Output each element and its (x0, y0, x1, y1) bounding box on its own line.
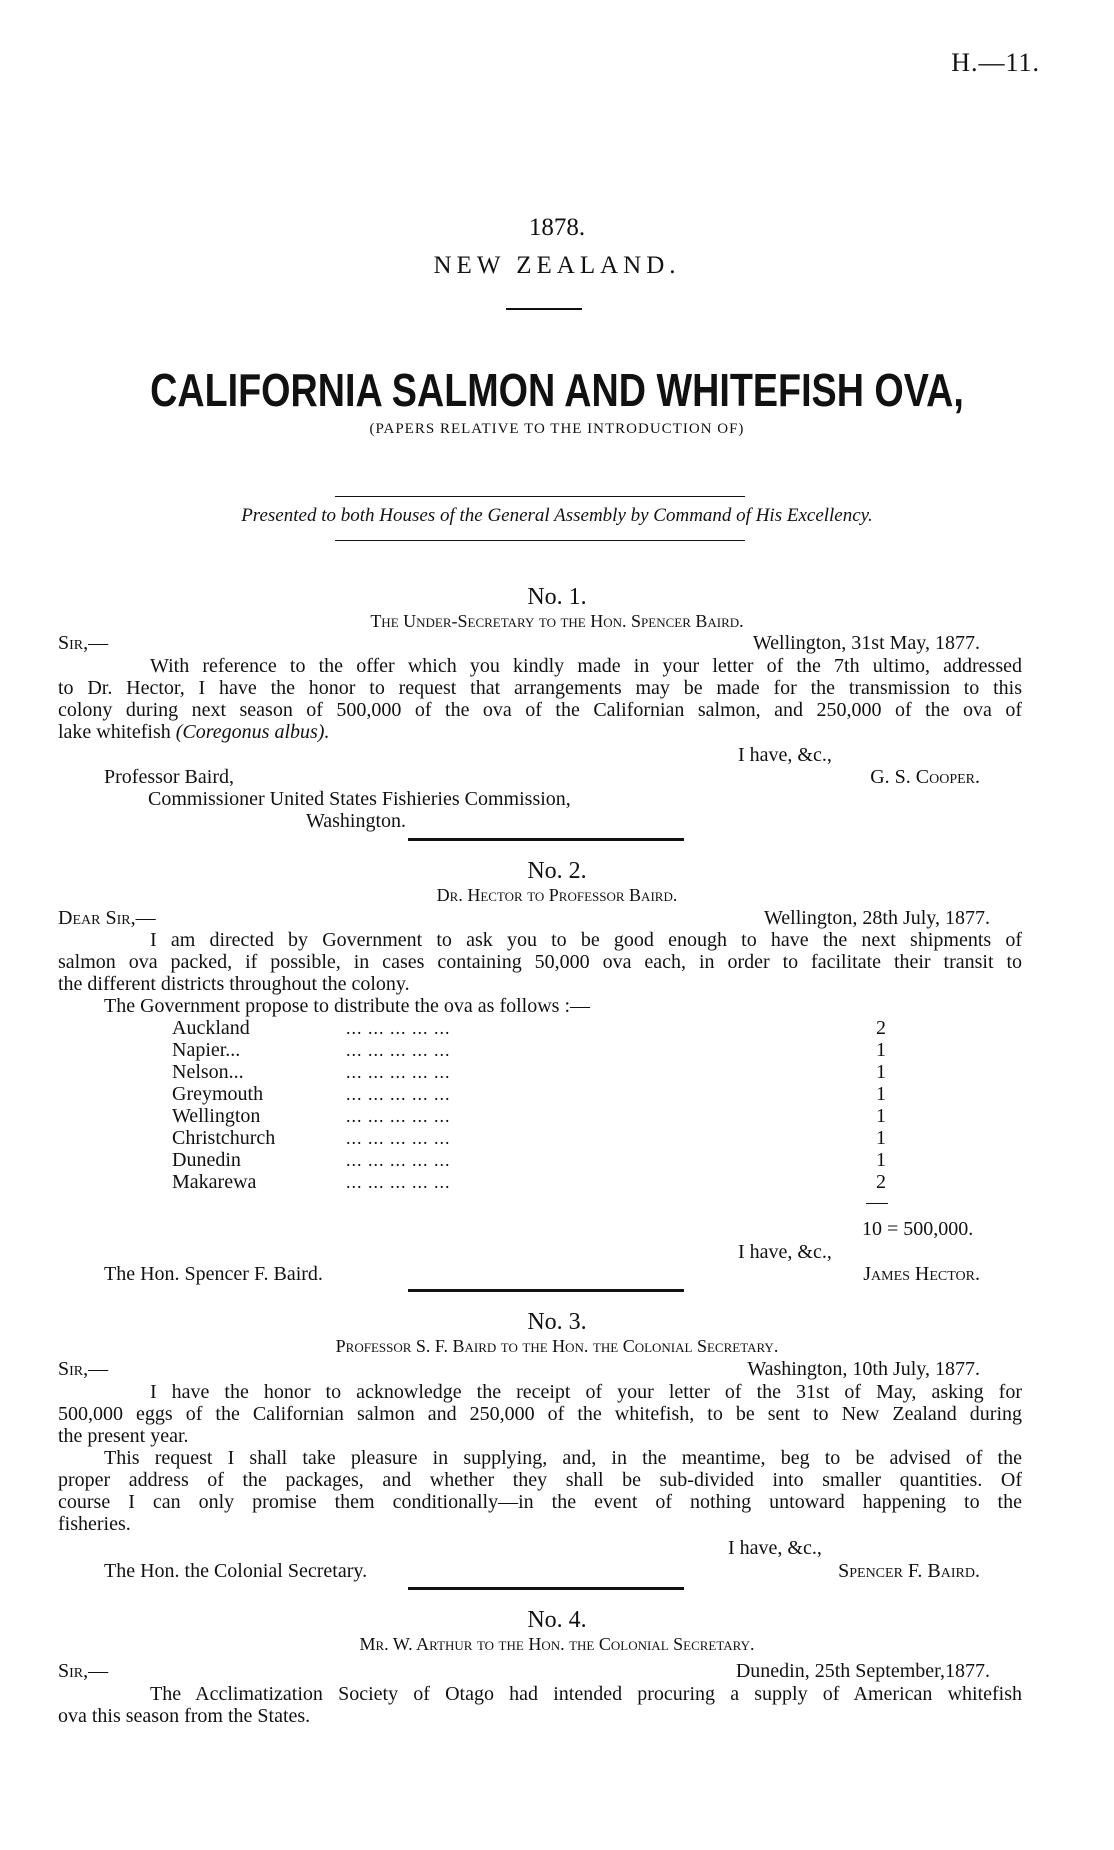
document-subtitle: (PAPERS RELATIVE TO THE INTRODUCTION OF) (369, 421, 745, 437)
distribution-sum-rule (866, 1203, 888, 1204)
letter-3-body-line: course I can only promise them conditionally—in the event of nothing untoward happening to the (58, 1491, 1022, 1513)
letter-4-body-line: The Acclimatization Society of Otago had intended procuring a supply of American whitefish (150, 1683, 1022, 1705)
presented-statement: Presented to both Houses of the General Assembly by Command of His Excellency. (241, 505, 873, 526)
letter-1-body-line: to Dr. Hector, I have the honor to request that arrangements may be made for the transmission to this (58, 677, 1022, 699)
letter-2-closing: I have, &c., (738, 1241, 832, 1263)
letter-3-body-line: This request I shall take pleasure in supplying, and, in the meantime, beg to be advised of the (104, 1447, 1022, 1469)
presented-rule-bottom (335, 540, 745, 541)
distribution-count: 1 (876, 1061, 886, 1083)
letter-4-place-date: Dunedin, 25th September,1877. (735, 1660, 990, 1682)
letter-separator-rule (408, 838, 684, 841)
letter-1-number: No. 1. (527, 584, 587, 610)
country: NEW ZEALAND. (433, 252, 681, 279)
distribution-place: Auckland (172, 1017, 250, 1039)
letter-2-number: No. 2. (527, 858, 587, 884)
letter-1-body-last-text: lake whitefish (58, 721, 176, 743)
distribution-count: 2 (876, 1171, 886, 1193)
distribution-place: Wellington (172, 1105, 261, 1127)
letter-3-salutation: Sir,— (58, 1358, 109, 1380)
letter-2-signature: James Hector. (863, 1263, 980, 1285)
letter-1-signature: G. S. Cooper. (870, 766, 980, 788)
letter-1-heading: The Under-Secretary to the Hon. Spencer Baird. (370, 611, 744, 631)
letter-3-addressee: The Hon. the Colonial Secretary. (104, 1560, 368, 1582)
distribution-leader-dots: ... ... ... ... ... (346, 1106, 451, 1126)
letter-3-body-line: 500,000 eggs of the Californian salmon and 250,000 of the whitefish, to be sent to New Zealand during (58, 1403, 1022, 1425)
distribution-leader-dots: ... ... ... ... ... (346, 1062, 451, 1082)
distribution-place: Greymouth (172, 1083, 264, 1105)
letter-1-species-name: (Coregonus albus). (175, 721, 330, 743)
distribution-leader-dots: ... ... ... ... ... (346, 1128, 451, 1148)
year: 1878. (528, 214, 586, 241)
letter-3-body-last-line: the present year. (58, 1425, 189, 1447)
distribution-count: 1 (876, 1149, 886, 1171)
distribution-place: Nelson... (172, 1061, 244, 1083)
distribution-count: 1 (876, 1039, 886, 1061)
distribution-leader-dots: ... ... ... ... ... (346, 1040, 451, 1060)
letter-1-body-line: colony during next season of 500,000 of the ova of the Californian salmon, and 250,000 of the ova of (58, 699, 1022, 721)
letter-3-body-line: I have the honor to acknowledge the receipt of your letter of the 31st of May, asking for (150, 1381, 1022, 1403)
letter-4-body-last-line: ova this season from the States. (58, 1705, 311, 1727)
letter-2-body-line: salmon ova packed, if possible, in cases containing 50,000 ova each, in order to facilitate their transit to (58, 951, 1022, 973)
letter-3-heading: Professor S. F. Baird to the Hon. the Colonial Secretary. (335, 1336, 779, 1356)
letter-3-number: No. 3. (527, 1309, 587, 1335)
letter-3-body-line: proper address of the packages, and whether they shall be sub-divided into smaller quantities. Of (58, 1469, 1022, 1491)
distribution-count: 2 (876, 1017, 886, 1039)
letter-4-heading: Mr. W. Arthur to the Hon. the Colonial Secretary. (359, 1634, 755, 1654)
letter-2-heading: Dr. Hector to Professor Baird. (436, 885, 678, 905)
letter-1-addressee-line: Professor Baird, (104, 766, 234, 788)
letter-separator-rule (408, 1289, 684, 1292)
letter-1-body-last-line (58, 721, 329, 743)
distribution-place: Christchurch (172, 1127, 276, 1149)
distribution-count: 1 (876, 1083, 886, 1105)
distribution-leader-dots: ... ... ... ... ... (346, 1018, 451, 1038)
letter-2-addressee: The Hon. Spencer F. Baird. (104, 1263, 323, 1285)
distribution-place: Dunedin (172, 1149, 241, 1171)
distribution-leader-dots: ... ... ... ... ... (346, 1150, 451, 1170)
distribution-leader-dots: ... ... ... ... ... (346, 1172, 451, 1192)
document-title: CALIFORNIA SALMON AND WHITEFISH OVA, (150, 364, 964, 416)
letter-3-body2-last-line: fisheries. (58, 1513, 131, 1535)
letter-1-closing: I have, &c., (738, 744, 832, 766)
distribution-total: 10 = 500,000. (862, 1218, 974, 1240)
letter-4-salutation: Sir,— (58, 1660, 109, 1682)
distribution-count: 1 (876, 1105, 886, 1127)
distribution-place: Napier... (172, 1039, 241, 1061)
letter-1-place-date: Wellington, 31st May, 1877. (752, 632, 980, 654)
presented-rule-top (335, 496, 745, 497)
distribution-leader-dots: ... ... ... ... ... (346, 1084, 451, 1104)
letter-3-closing: I have, &c., (728, 1537, 822, 1559)
distribution-place: Makarewa (172, 1171, 257, 1193)
header-rule-short (506, 308, 582, 310)
letter-3-signature: Spencer F. Baird. (838, 1560, 980, 1582)
letter-2-salutation: Dear Sir,— (58, 907, 156, 929)
letter-1-addressee-line: Commissioner United States Fishieries Commission, (148, 788, 571, 810)
letter-1-addressee-line: Washington. (306, 810, 407, 832)
letter-2-place-date: Wellington, 28th July, 1877. (764, 907, 990, 929)
letter-1-salutation: Sir,— (58, 632, 109, 654)
letter-separator-rule (408, 1587, 684, 1590)
letter-3-place-date: Washington, 10th July, 1877. (747, 1358, 980, 1380)
letter-2-body-last-line: the different districts throughout the colony. (58, 973, 410, 995)
letter-2-body-line: I am directed by Government to ask you to be good enough to have the next shipments of (150, 929, 1022, 951)
letter-4-number: No. 4. (527, 1607, 587, 1633)
distribution-count: 1 (876, 1127, 886, 1149)
letter-2-distribution-intro: The Government propose to distribute the ova as follows :— (104, 995, 591, 1017)
letter-1-body-line: With reference to the offer which you kindly made in your letter of the 7th ultimo, addressed (150, 655, 1022, 677)
page-reference: H.—11. (951, 48, 1040, 77)
